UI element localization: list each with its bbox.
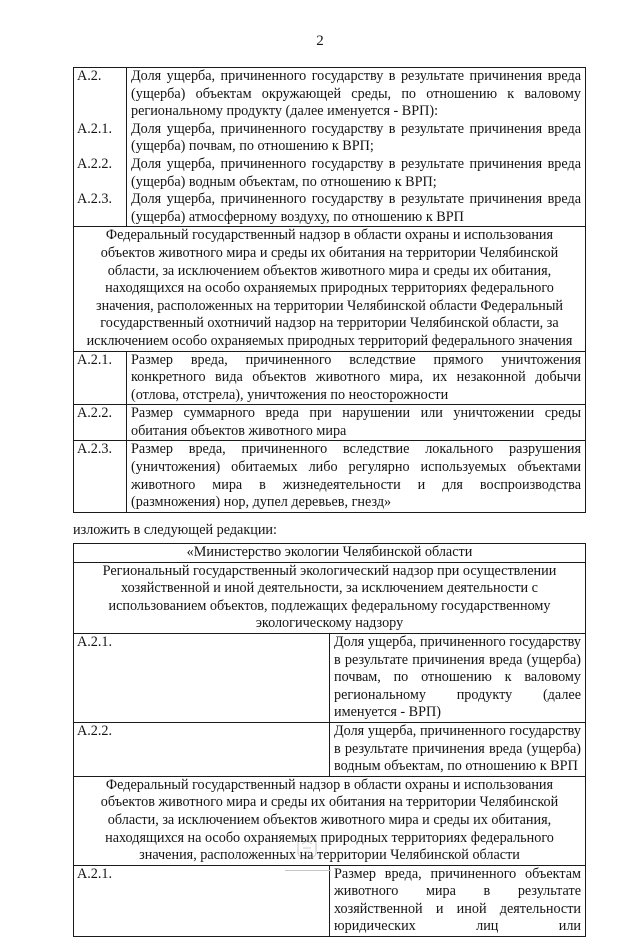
- row-text: Размер вреда, причиненного объектам животного мира в результате хозяйственной и иной деятельности юридических лиц или: [330, 865, 586, 936]
- section-header-row: [74, 227, 586, 351]
- row-code: А.2.1.: [74, 633, 330, 722]
- intro-text: изложить в следующей редакции:: [73, 522, 277, 538]
- section-header-row: [74, 562, 586, 633]
- row-text: Размер вреда, причиненного вследствие локального разрушения (уничтожения) обитаемых либо регулярно используемых объектами животного мира в жизнедеятельности и для воспроизводства (размножения) нор, дупел деревьев, гнезд»: [127, 441, 586, 512]
- section-header: Региональный государственный экологический надзор при осуществлении хозяйственной и иной деятельности, за исключением деятельности с использованием объектов, подлежащих федеральному государственному экологическому надзору: [74, 562, 586, 633]
- ministry-title: «Министерство экологии Челябинской области: [74, 544, 586, 563]
- table-row: [74, 351, 586, 405]
- row-text: Доля ущерба, причиненного государству в результате причинения вреда (ущерба) водным объектам, по отношению к ВРП: [330, 722, 586, 776]
- table-row: [74, 865, 586, 936]
- row-text: Размер вреда, причиненного вследствие прямого уничтожения конкретного вида объектов животного мира, их незаконной добычи (отлова, отстрела), уничтожения по неосторожности: [127, 351, 586, 405]
- indicators-table-old: [73, 67, 586, 513]
- table-row: [74, 441, 586, 512]
- table-row: [74, 121, 586, 156]
- row-text: Доля ущерба, причиненного государству в результате причинения вреда (ущерба) водным объектам, по отношению к ВРП;: [127, 156, 586, 191]
- row-code: А.2.: [74, 68, 127, 121]
- ministry-row: [74, 544, 586, 563]
- table-row: [74, 68, 586, 121]
- row-code: А.2.1.: [74, 865, 330, 936]
- table-row: [74, 405, 586, 441]
- row-text: Размер суммарного вреда при нарушении или уничтожении среды обитания объектов животного мира: [127, 405, 586, 441]
- table-row: [74, 191, 586, 227]
- row-text: Доля ущерба, причиненного государству в результате причинения вреда (ущерба) почвам, по отношению к ВРП;: [127, 121, 586, 156]
- table-row: [74, 156, 586, 191]
- page-number: 2: [316, 33, 324, 49]
- row-code: А.2.3.: [74, 191, 127, 227]
- row-code: А.2.1.: [74, 351, 127, 405]
- row-text: Доля ущерба, причиненного государству в результате причинения вреда (ущерба) объектам окружающей среды, по отношению к валовому региональному продукту (далее именуется - ВРП):: [127, 68, 586, 121]
- section-header: Федеральный государственный надзор в области охраны и использования объектов животного мира и среды их обитания на территории Челябинской области, за исключением объектов животного мира и среды их обитания, находящихся на особо охраняемых природных территориях федерального значения, расположенных на территории Челябинской области Федеральный государственный охотничий надзор на территории Челябинской области, за исключением особо охраняемых природных территорий федерального значения: [74, 227, 586, 351]
- row-code: А.2.2.: [74, 405, 127, 441]
- section-header: Федеральный государственный надзор в области охраны и использования объектов животного мира и среды их обитания на территории Челябинской области, за исключением объектов животного мира и среды их обитания, находящихся на особо охраняемых природных территориях федерального значения, расположенных на территории Челябинской области: [74, 776, 586, 865]
- section-header-row: [74, 776, 586, 865]
- row-text: Доля ущерба, причиненного государству в результате причинения вреда (ущерба) почвам, по отношению к валовому региональному продукту (далее именуется - ВРП): [330, 633, 586, 722]
- row-code: А.2.2.: [74, 722, 330, 776]
- indicators-table-new: [73, 543, 586, 937]
- stamp-mark-icon: [296, 836, 318, 858]
- stamp-divider: [285, 870, 331, 871]
- table-row: [74, 633, 586, 722]
- row-code: А.2.1.: [74, 121, 127, 156]
- row-text: Доля ущерба, причиненного государству в результате причинения вреда (ущерба) атмосферному воздуху, по отношению к ВРП: [127, 191, 586, 227]
- table-row: [74, 722, 586, 776]
- row-code: А.2.2.: [74, 156, 127, 191]
- row-code: А.2.3.: [74, 441, 127, 512]
